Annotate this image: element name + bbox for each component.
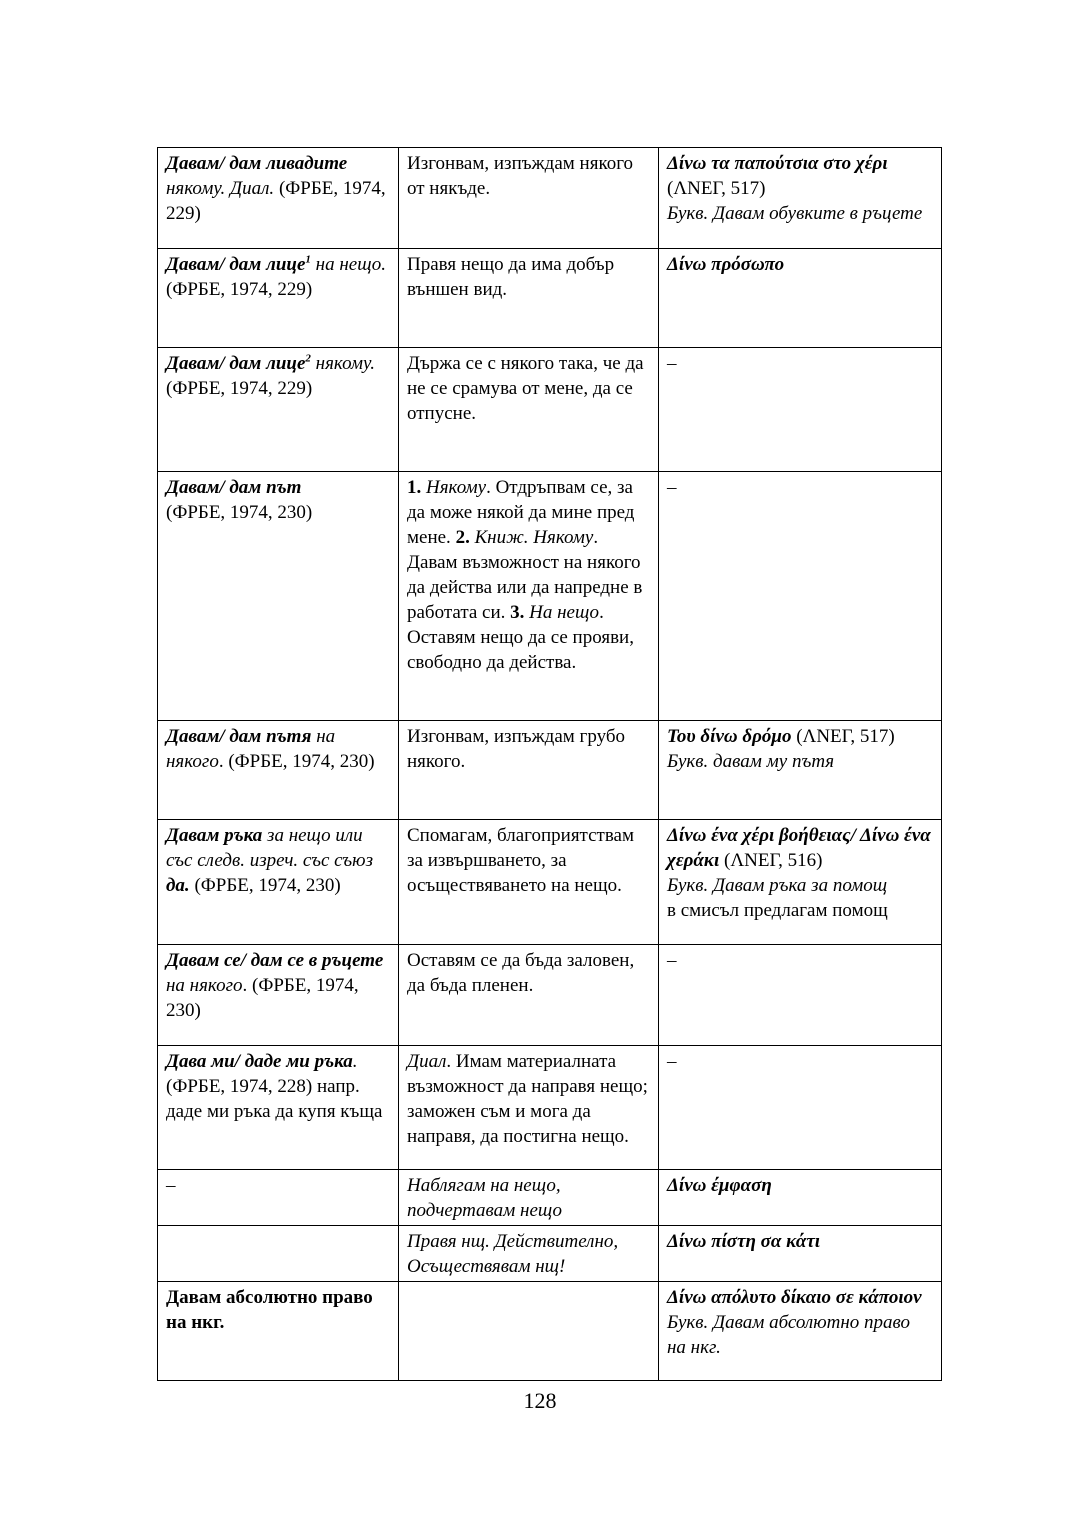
source-ref: (ФРБЕ, 1974, 229) [166,178,386,224]
bulgarian-idiom-cell [158,1046,399,1170]
meaning-text: Оставям се да бъда заловен, да бъда пленен. [407,950,635,996]
table-row [158,1046,942,1170]
empty-dash: – [166,1175,176,1196]
sense-number: 3. [510,602,525,623]
bulgarian-idiom-cell [158,472,399,721]
greek-idiom: Δίνω ένα χέρι βοήθειας/ Δίνω ένα χεράκι [667,825,931,871]
meaning-cell [399,249,659,348]
meaning-cell [399,945,659,1046]
empty-dash: – [667,353,677,374]
bulgarian-idiom-cell [158,348,399,472]
empty-dash: – [667,1051,677,1072]
usage-note: . [352,1051,358,1072]
greek-source-ref: (ΛΝΕΓ, 517) [667,178,766,199]
usage-note: на нещо. [310,254,387,275]
greek-idiom: Δίνω πρόσωπο [667,254,785,275]
table-row [158,1226,942,1282]
bulgarian-idiom-cell [158,1282,399,1381]
sense-explanation: в смисъл предлагам помощ [667,900,888,921]
headword: Давам/ дам лице [166,353,306,374]
sense-text: . Оставям нещо да се прояви, свободно да действа. [407,602,634,673]
greek-equivalent-cell [659,1170,942,1226]
usage-note: някому. [310,353,375,374]
bulgarian-idiom-cell [158,945,399,1046]
table-row [158,945,942,1046]
headword: Давам се/ дам се в ръцете [166,950,384,971]
homonym-index: 1 [305,253,311,266]
greek-idiom: Δίνω έμφαση [667,1175,772,1196]
greek-equivalent-cell [659,348,942,472]
meaning-text: Държа се с някого така, че да не се срамува от мене, да се отпусне. [407,353,644,424]
bulgarian-idiom-cell [158,148,399,249]
table-row [158,721,942,820]
bulgarian-idiom-cell [158,820,399,945]
empty-dash: – [667,950,677,971]
greek-source-ref: (ΛΝΕΓ, 516) [719,850,823,871]
meaning-text: Наблягам на нещо, подчертавам нещо [407,1175,562,1221]
bulgarian-idiom-cell [158,1226,399,1282]
conjunction: да. [166,875,190,896]
greek-equivalent-cell [659,721,942,820]
sense-note: Книж. Някому [469,527,594,548]
greek-equivalent-cell [659,148,942,249]
meaning-cell [399,721,659,820]
sense-number: 1. [407,477,422,498]
source-ref: . (ФРБЕ, 1974, 230) [218,751,375,772]
usage-note: на някого [166,975,243,996]
headword: Давам/ дам лице [166,254,306,275]
meaning-cell [399,1226,659,1282]
greek-equivalent-cell [659,1282,942,1381]
sense-text: . Отдръпвам се, за да може някой да мине пред мене. [407,477,635,548]
source-ref: (ФРБЕ, 1974, 230) [166,502,313,523]
table-row [158,820,942,945]
table-row [158,148,942,249]
page-number: 128 [523,1388,557,1413]
meaning-text: . Имам материалната възможност да направя нещо; заможен съм и мога да направя, да постигна нещо. [407,1051,648,1147]
usage-note: на някого [166,726,336,772]
source-ref: . (ФРБЕ, 1974, 230) [166,975,359,1021]
meaning-cell [399,1170,659,1226]
table-row [158,472,942,721]
greek-idiom: Του δίνω δρόμο [667,726,792,747]
greek-source-ref: (ΛΝΕΓ, 517) [791,726,895,747]
headword: Давам/ дам пътя [166,726,312,747]
greek-equivalent-cell [659,820,942,945]
meaning-cell [399,820,659,945]
meaning-text: Правя нщ. Действително, Осъществявам нщ! [407,1231,619,1277]
meaning-text: Изгонвам, изпъждам грубо някого. [407,726,626,772]
headword: Давам/ дам ливадите [166,153,348,174]
usage-note: Диал [407,1051,447,1072]
homonym-index: 2 [305,352,311,365]
greek-idiom: Δίνω πίστη σα κάτι [667,1231,821,1252]
usage-note: за нещо или със следв. изреч. със съюз [166,825,373,871]
headword: Давам/ дам път [166,477,302,498]
greek-equivalent-cell [659,945,942,1046]
greek-equivalent-cell [659,249,942,348]
sense-number: 2. [455,527,470,548]
greek-equivalent-cell [659,1226,942,1282]
meaning-text: Спомагам, благоприятствам за извършването, за осъществяването на нещо. [407,825,635,896]
headword: Давам абсолютно право на нкг. [166,1287,373,1333]
meaning-cell [399,472,659,721]
meaning-text: Правя нещо да има добър външен вид. [407,254,615,300]
source-ref: (ФРБЕ, 1974, 229) [166,378,313,399]
literal-translation: Букв. Давам абсолютно право на нкг. [667,1312,910,1358]
greek-equivalent-cell [659,472,942,721]
meaning-text: Изгонвам, изпъждам някого от някъде. [407,153,634,199]
source-ref: (ФРБЕ, 1974, 230) [189,875,341,896]
headword: Дава ми/ даде ми ръка [166,1051,353,1072]
meaning-cell [399,1046,659,1170]
bulgarian-idiom-cell [158,721,399,820]
greek-idiom: Δίνω τα παπούτσια στο χέρι [667,153,888,174]
headword: Давам ръка [166,825,263,846]
meaning-cell [399,1282,659,1381]
literal-translation: Букв. Давам ръка за помощ [667,875,888,896]
meaning-cell [399,148,659,249]
table-row [158,348,942,472]
table-row [158,1170,942,1226]
source-ref: (ФРБЕ, 1974, 228) напр. даде ми ръка да купя къща [166,1076,383,1122]
literal-translation: Букв. Давам обувките в ръцете [667,203,923,224]
source-ref: (ФРБЕ, 1974, 229) [166,279,313,300]
table-row [158,1282,942,1381]
usage-note: някому. Диал. [166,178,275,199]
meaning-cell [399,348,659,472]
sense-note: Някому [421,477,487,498]
bulgarian-idiom-cell [158,1170,399,1226]
table-row [158,249,942,348]
empty-dash: – [667,477,677,498]
literal-translation: Букв. давам му пътя [667,751,835,772]
idiom-table [157,147,942,1381]
greek-idiom: Δίνω απόλυτο δίκαιο σε κάποιον [667,1287,922,1308]
bulgarian-idiom-cell [158,249,399,348]
sense-note: На нещо [524,602,600,623]
sense-text: . Давам възможност на някого да действа или да напредне в работата си. [407,527,643,623]
greek-equivalent-cell [659,1046,942,1170]
